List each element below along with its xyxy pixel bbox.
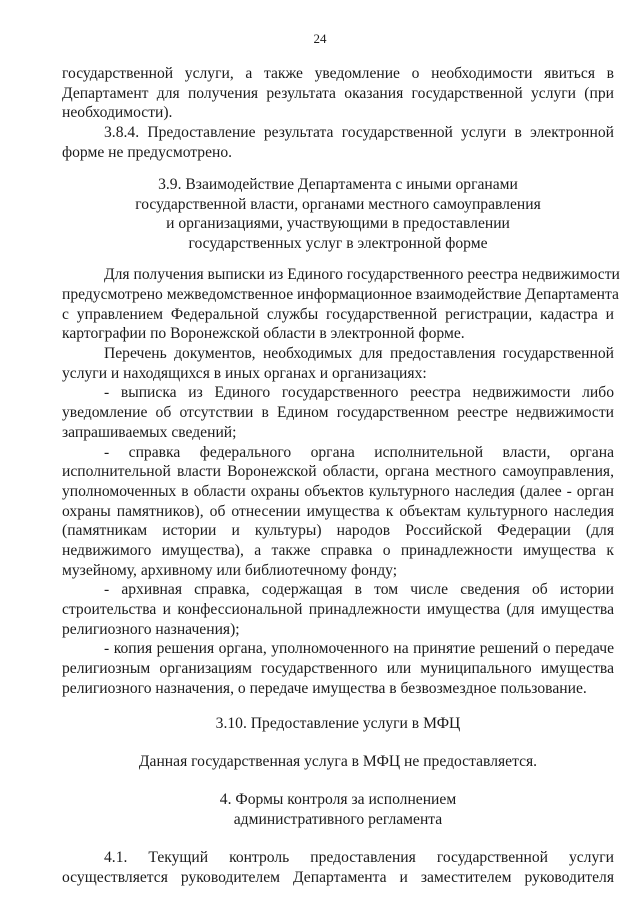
list-item-line: религиозного назначения, о передаче имущества в безвозмездное пользование.	[62, 680, 587, 697]
section-heading: 3.9. Взаимодействие Департамента с иными органами	[158, 176, 518, 193]
section-heading: государственных услуг в электронной форме	[188, 235, 488, 252]
text-line: Данная государственная услуга в МФЦ не предоставляется.	[138, 753, 538, 770]
text-line: Департамент для получения результата оказания государственной услуги (при	[62, 85, 614, 102]
list-item-line: религиозного назначения);	[62, 621, 240, 638]
text-line: необходимости).	[62, 104, 173, 121]
text-line: осуществляется руководителем Департамента и заместителем руководителя	[62, 869, 614, 886]
section-heading: государственной власти, органами местного самоуправления	[135, 196, 541, 213]
text-line: 4.1. Текущий контроль предоставления государственной услуги	[104, 849, 614, 866]
list-item-line: музейному, архивному или библиотечному фонду;	[62, 562, 398, 579]
list-item-line: исполнительной власти Воронежской области, органа местного самоуправления,	[62, 463, 614, 480]
text-line: с управлением Федеральной службы государственной регистрации, кадастра и	[62, 306, 614, 323]
text-line: предусмотрено межведомственное информационное взаимодействие Департамента	[62, 286, 619, 303]
section-heading: и организациями, участвующими в предоставлении	[166, 215, 510, 232]
list-item-line: уполномоченных в области охраны объектов культурного наследия (далее - орган	[62, 483, 614, 500]
list-item-line: строительства и конфессиональной принадлежности имущества (для имущества	[62, 601, 614, 618]
list-item-line: - выписка из Единого государственного реестра недвижимости либо	[104, 384, 614, 401]
text-line: 3.8.4. Предоставление результата государственной услуги в электронной	[104, 124, 614, 141]
list-item-line: уведомление об отсутствии в Едином государственном реестре недвижимости	[62, 404, 614, 421]
list-item-line: религиозным организациям государственного или муниципального имущества	[62, 660, 614, 677]
list-item-line: запрашиваемых сведений;	[62, 424, 237, 441]
section-heading: административного регламента	[233, 811, 443, 828]
list-item-line: (памятникам истории и культуры) народов Российской Федерации (для	[62, 522, 614, 539]
text-line: Перечень документов, необходимых для предоставления государственной	[104, 345, 614, 362]
list-item-line: недвижимого имущества), а также справка о принадлежности имущества к	[62, 542, 614, 559]
list-item-line: - копия решения органа, уполномоченного на принятие решений о передаче	[104, 640, 614, 657]
list-item-line: - справка федерального органа исполнительной власти, органа	[104, 444, 614, 461]
list-item-line: - архивная справка, содержащая в том числе сведения об истории	[104, 581, 614, 598]
text-line: услуги и находящихся в иных органах и организациях:	[62, 365, 427, 382]
section-heading: 4. Формы контроля за исполнением	[219, 791, 457, 808]
text-line: форме не предусмотрено.	[62, 144, 233, 161]
text-line: картографии по Воронежской области в электронной форме.	[62, 325, 465, 342]
text-line: Для получения выписки из Единого государственного реестра недвижимости	[104, 266, 620, 283]
section-heading: 3.10. Предоставление услуги в МФЦ	[215, 715, 461, 732]
text-line: государственной услуги, а также уведомление о необходимости явиться в	[62, 65, 614, 82]
list-item-line: охраны памятников), об отнесении имущества к объектам культурного наследия	[62, 503, 614, 520]
page-number: 24	[313, 31, 327, 46]
